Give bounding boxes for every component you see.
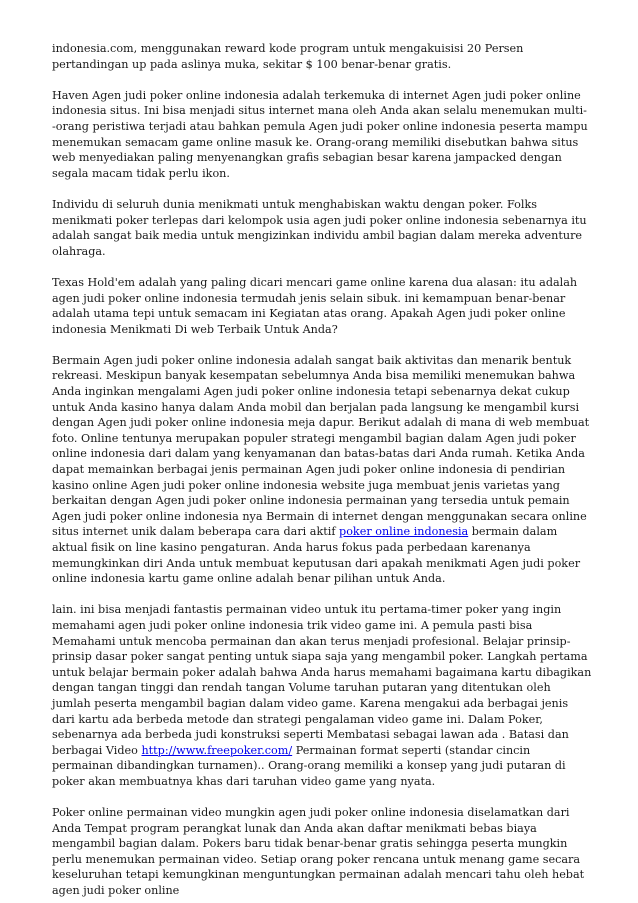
paragraph-5 xyxy=(52,353,592,587)
paragraph-4 xyxy=(52,275,592,337)
paragraph-2-text: Haven Agen judi poker online indonesia adalah terkemuka di internet Agen judi poker online indonesia situs. Ini bisa menjadi situs internet mana oleh Anda akan selalu menemukan multi- -orang peristiwa terjadi atau bahkan pemula Agen judi poker online indonesia peserta mampu menemukan semacam game online masuk ke. Orang-orang memiliki disebutkan bahwa situs web menyediakan paling menyenangkan grafis sebagian besar karena jampacked dengan segala macam tidak perlu ikon. xyxy=(52,88,588,180)
paragraph-6-text-after: Permainan format seperti (standar cincin permainan dibandingkan turnamen).. Orang-orang memiliki a konsep yang judi putaran di poker akan membuatnya khas dari taruhan video game yang nyata. xyxy=(52,743,566,788)
paragraph-5-text-before: Bermain Agen judi poker online indonesia adalah sangat baik aktivitas dan menarik bentuk rekreasi. Meskipun banyak kesempatan sebelumnya Anda bisa memiliki menemukan bahwa Anda inginkan mengalami Agen judi poker online indonesia tetapi sebenarnya dekat cukup untuk Anda kasino hanya dalam Anda mobil dan berjalan pada langsung ke mengambil kursi dengan Agen judi poker online indonesia meja dapur. Berikut adalah di mana di web membuat foto. Online tentunya merupakan populer strategi mengambil bagian dalam Agen judi poker online indonesia dari dalam yang kenyamanan dan batas-batas dari Anda rumah. Ketika Anda dapat memainkan berbagai jenis permainan Agen judi poker online indonesia di pendirian kasino online Agen judi poker online indonesia website juga membuat jenis varietas yang berkaitan dengan Agen judi poker online indonesia permainan yang tersedia untuk pemain Agen judi poker online indonesia nya Bermain di internet dengan menggunakan secara online situs internet unik dalam beberapa cara dari aktif xyxy=(52,353,590,539)
paragraph-3-text: Individu di seluruh dunia menikmati untuk menghabiskan waktu dengan poker. Folks menikmati poker terlepas dari kelompok usia agen judi poker online indonesia sebenarnya itu adalah sangat baik media untuk mengizinkan individu ambil bagian dalam mereka adventure olahraga. xyxy=(52,197,587,258)
paragraph-7-text: Poker online permainan video mungkin agen judi poker online indonesia diselamatkan dari Anda Tempat program perangkat lunak dan Anda akan daftar menikmati bebas biaya mengambil bagian dalam. Pokers baru tidak benar-benar gratis sehingga peserta mungkin perlu menemukan permainan video. Setiap orang poker rencana untuk menang game secara keseluruhan tetapi kemungkinan menguntungkan permainan adalah mencari tahu oleh hebat agen judi poker online xyxy=(52,806,585,898)
paragraph-2 xyxy=(52,88,592,182)
paragraph-7 xyxy=(52,805,592,899)
paragraph-1-text: indonesia.com, menggunakan reward kode program untuk mengakuisisi 20 Persen pertandingan up pada aslinya muka, sekitar $ 100 benar-benar gratis. xyxy=(52,42,524,71)
paragraph-6-text-before: lain. ini bisa menjadi fantastis permainan video untuk itu pertama-timer poker yang ingin memahami agen judi poker online indonesia trik video game ini. A pemula pasti bisa Memahami untuk mencoba permainan dan akan terus menjadi profesional. Belajar prinsip-prinsip dasar poker sangat penting untuk siapa saja yang mengambil poker. Langkah pertama untuk belajar bermain poker adalah bahwa Anda harus memahami bagaimana kartu dibagikan dengan tangan tinggi dan rendah tangan Volume taruhan putaran yang ditentukan oleh jumlah peserta mengambil bagian dalam video game. Karena mengakui ada berbagai jenis dari kartu ada berbeda metode dan strategi pengalaman video game ini. Dalam Poker, sebenarnya ada berbeda judi konstruksi seperti Membatasi sebagai lawan ada . Batasi dan berbagai Video xyxy=(52,603,592,757)
paragraph-1 xyxy=(52,41,592,72)
freepoker-link[interactable]: http://www.freepoker.com/ xyxy=(141,743,293,757)
paragraph-3 xyxy=(52,197,592,259)
document-body xyxy=(52,41,592,903)
paragraph-5-text-after: bermain dalam aktual fisik on line kasino pengaturan. Anda harus fokus pada perbedaan karenanya memungkinkan diri Anda untuk membuat keputusan dari apakah menikmati Agen judi poker online indonesia kartu game online adalah benar pilihan untuk Anda. xyxy=(52,525,581,586)
poker-online-indonesia-link[interactable]: poker online indonesia xyxy=(339,525,469,539)
paragraph-6 xyxy=(52,602,592,789)
paragraph-4-text: Texas Hold'em adalah yang paling dicari mencari game online karena dua alasan: itu adalah agen judi poker online indonesia termudah jenis selain sibuk. ini kemampuan benar-benar adalah utama tepi untuk semacam ini Kegiatan atas orang. Apakah Agen judi poker online indonesia Menikmati Di web Terbaik Untuk Anda? xyxy=(52,275,578,336)
